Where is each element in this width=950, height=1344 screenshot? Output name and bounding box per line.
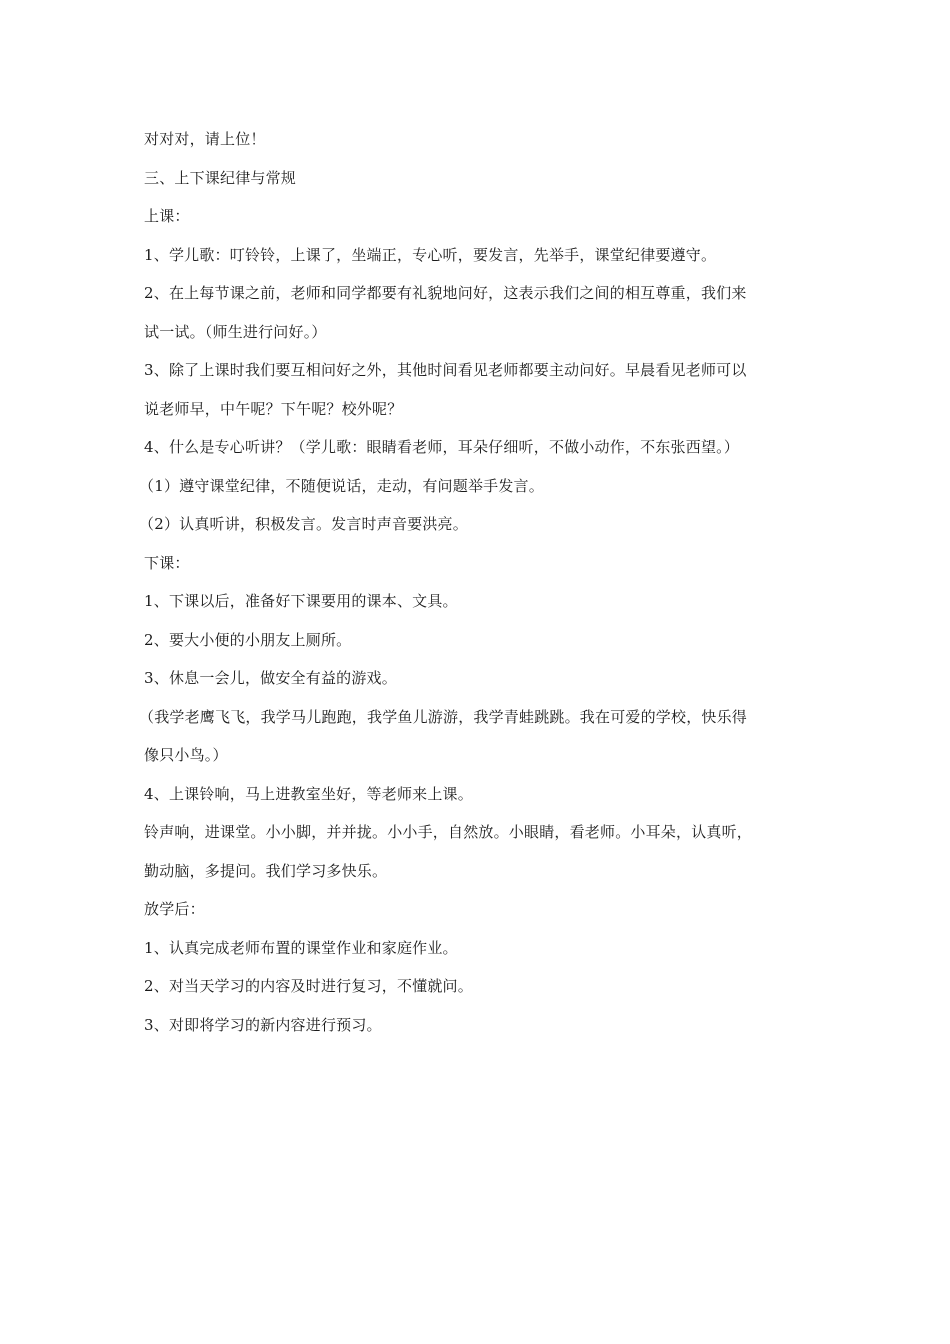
text-line-5: 2、在上每节课之前，老师和同学都要有礼貌地问好，这表示我们之间的相互尊重，我们来: [144, 284, 747, 302]
text-line-19: 铃声响，进课堂。小小脚，并并拢。小小手，自然放。小眼睛，看老师。小耳朵，认真听，: [144, 823, 753, 841]
document-body: [139, 120, 816, 1044]
text-line-16: （我学老鹰飞飞，我学马儿跑跑，我学鱼儿游游，我学青蛙跳跳。我在可爱的学校，快乐得: [139, 707, 748, 726]
subheading-class-end: 下课：: [144, 553, 190, 572]
subheading-class-start: 上课：: [144, 207, 190, 225]
text-line-9: 4、什么是专心听讲？（学儿歌：眼睛看老师，耳朵仔细听，不做小动作，不东张西望。）: [144, 438, 740, 456]
text-line-23: 2、对当天学习的内容及时进行复习，不懂就问。: [144, 977, 473, 995]
section-heading: 三、上下课纪律与常规: [144, 168, 297, 187]
text-line-1: 对对对，请上位！: [144, 130, 266, 148]
text-line-10: （1）遵守课堂纪律，不随便说话，走动，有问题举手发言。: [139, 476, 544, 495]
text-line-7: 3、除了上课时我们要互相问好之外，其他时间看见老师都要主动问好。早晨看见老师可以: [144, 361, 747, 379]
text-line-15: 3、休息一会儿，做安全有益的游戏。: [144, 669, 397, 687]
text-line-24: 3、对即将学习的新内容进行预习。: [144, 1015, 382, 1034]
text-line-18: 4、上课铃响，马上进教室坐好，等老师来上课。: [144, 784, 473, 803]
text-line-17: 像只小鸟。）: [144, 746, 228, 764]
text-line-14: 2、要大小便的小朋友上厕所。: [144, 630, 352, 649]
text-line-4: 1、学儿歌：叮铃铃，上课了，坐端正，专心听，要发言，先举手，课堂纪律要遵守。: [144, 245, 717, 264]
text-line-11: （2）认真听讲，积极发言。发言时声音要洪亮。: [139, 515, 468, 533]
text-line-13: 1、下课以后，准备好下课要用的课本、文具。: [144, 592, 458, 610]
text-line-20: 勤动脑，多提问。我们学习多快乐。: [144, 861, 388, 880]
subheading-after-school: 放学后：: [144, 900, 205, 918]
text-line-8: 说老师早，中午呢？下午呢？校外呢？: [144, 399, 403, 418]
text-line-22: 1、认真完成老师布置的课堂作业和家庭作业。: [144, 938, 458, 957]
text-line-6: 试一试。（师生进行问好。）: [144, 322, 327, 341]
